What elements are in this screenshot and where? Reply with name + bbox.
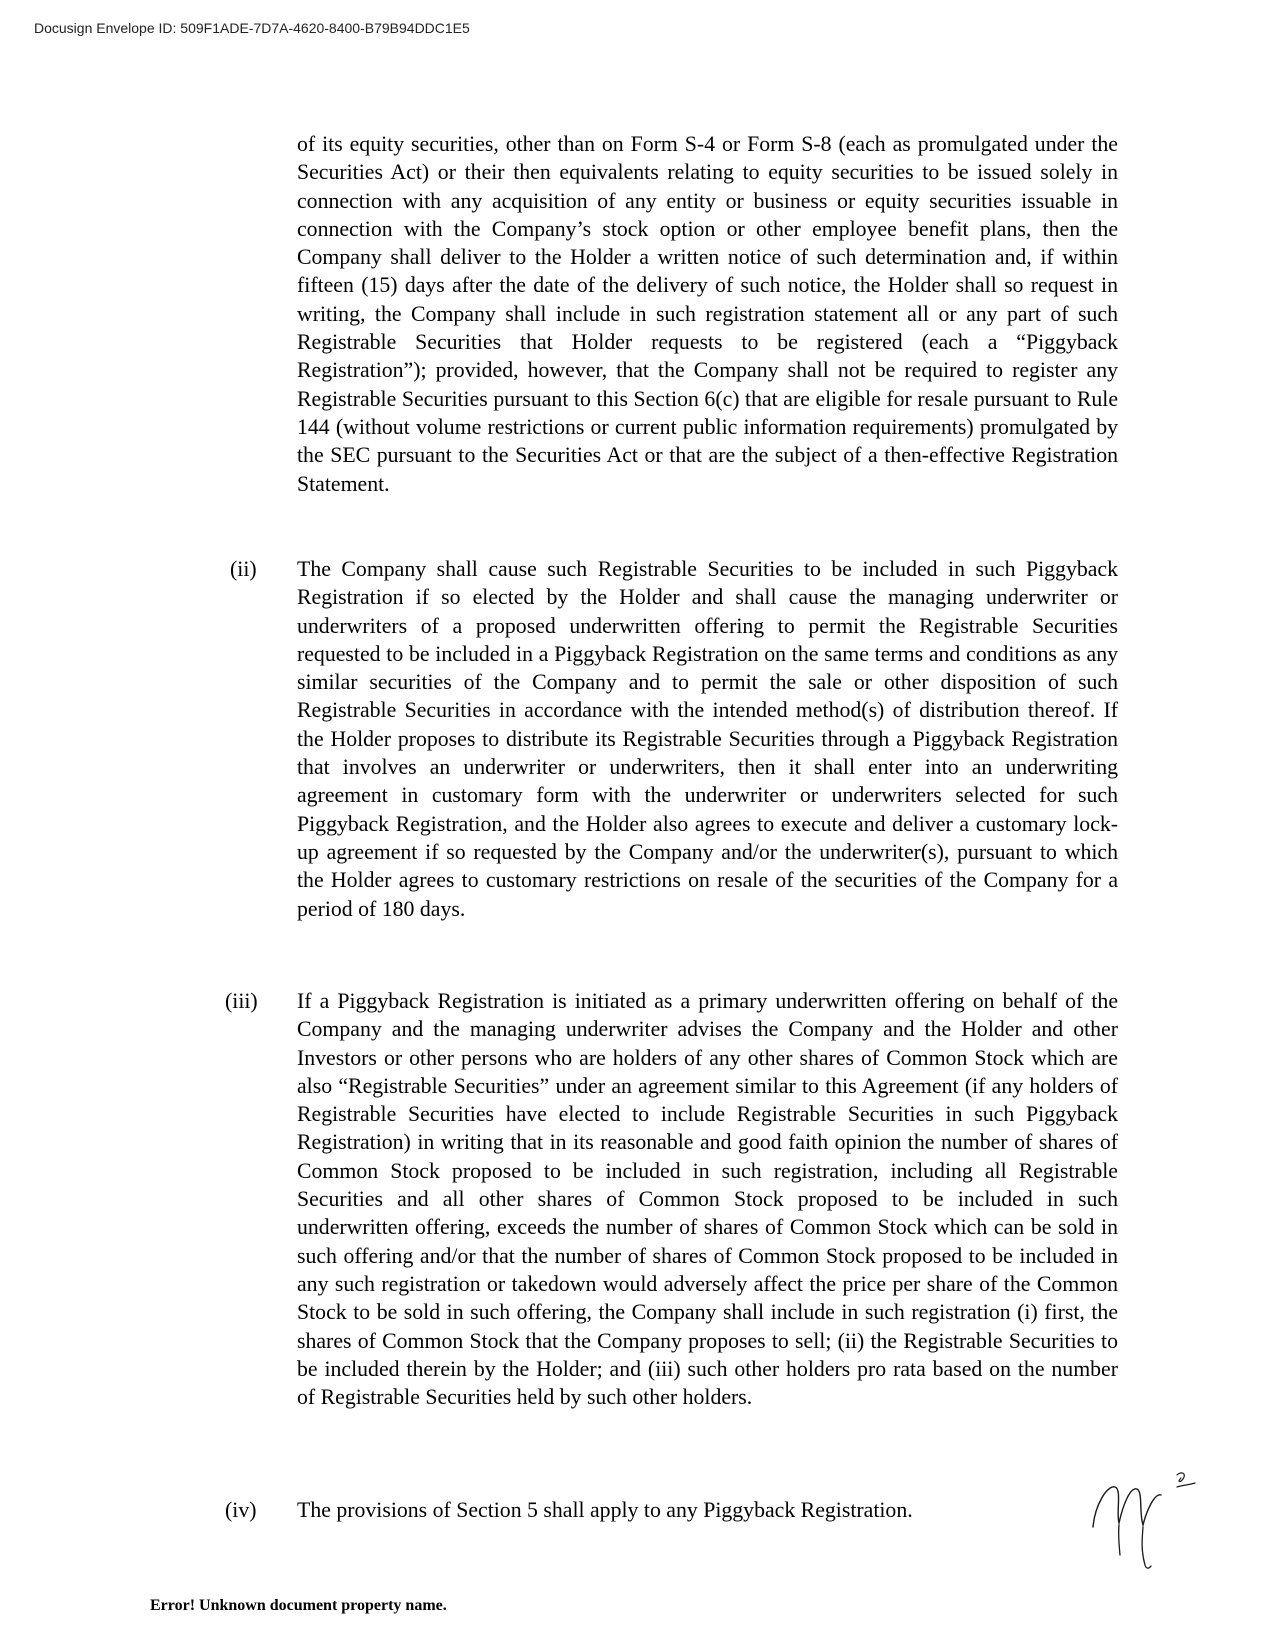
continued-paragraph: of its equity securities, other than on Form S-4 or Form S-8 (each as promulgated under the Securities Act) or their then equivalents relating to equity securities to be issued solely in connection with any acquisition of any entity or business or equity securities issuable in connection with the Company’s stock option or other employee benefit plans, then the Company shall deliver to the Holder a written notice of such determination and, if within fifteen (15) days after the date of the delivery of such notice, the Holder shall so request in writing, the Company shall include in such registration statement all or any part of such Registrable Securities that Holder requests to be registered (each a “Piggyback Registration”); provided, however, that the Company shall not be required to register any Registrable Securities pursuant to this Section 6(c) that are eligible for resale pursuant to Rule 144 (without volume restrictions or current public information requirements) promulgated by the SEC pursuant to the Securities Act or that are the subject of a then-effective Registration Statement. (297, 132, 1118, 496)
footer-document-property-error: Error! Unknown document property name. (150, 1597, 447, 1614)
docusign-envelope-id: Docusign Envelope ID: 509F1ADE-7D7A-4620-8400-B79B94DDC1E5 (34, 20, 470, 36)
clause-number-iv: (iv) (225, 1498, 257, 1522)
clause-text-iii: If a Piggyback Registration is initiated as a primary underwritten offering on behalf of the Company and the managing underwriter advises the Company and the Holder and other Investors or other persons who are holders of any other shares of Common Stock which are also “Registrable Securities” under an agreement similar to this Agreement (if any holders of Registrable Securities have elected to include Registrable Securities in such Piggyback Registration) in writing that in its reasonable and good faith opinion the number of shares of Common Stock proposed to be included in such registration, including all Registrable Securities and all other shares of Common Stock proposed to be included in such underwritten offering, exceeds the number of shares of Common Stock which can be sold in such offering and/or that the number of shares of Common Stock proposed to be included in any such registration or takedown would adversely affect the price per share of the Common Stock to be sold in such offering, the Company shall include in such registration (i) first, the shares of Common Stock that the Company proposes to sell; (ii) the Registrable Securities to be included therein by the Holder; and (iii) such other holders pro rata based on the number of Registrable Securities held by such other holders. (297, 989, 1118, 1410)
clause-number-iii: (iii) (225, 989, 258, 1013)
clause-number-ii: (ii) (230, 557, 257, 581)
handwritten-initials (1085, 1465, 1215, 1575)
initials-stroke-descender (1119, 1525, 1151, 1568)
clause-text-ii: The Company shall cause such Registrable Securities to be included in such Piggyback Registration if so elected by the Holder and shall cause the managing underwriter or underwriters of a proposed underwritten offering to permit the Registrable Securities requested to be included in a Piggyback Registration on the same terms and conditions as any similar securities of the Company and to permit the sale or other disposition of such Registrable Securities in accordance with the intended method(s) of distribution thereof. If the Holder proposes to distribute its Registrable Securities through a Piggyback Registration that involves an underwriter or underwriters, then it shall enter into an underwriting agreement in customary form with the underwriter or underwriters selected for such Piggyback Registration, and the Holder also agrees to execute and deliver a customary lock-up agreement if so requested by the Company and/or the underwriter(s), pursuant to which the Holder agrees to customary restrictions on resale of the securities of the Company for a period of 180 days. (297, 557, 1118, 921)
initials-stroke-superscript (1177, 1473, 1195, 1487)
clause-text-iv: The provisions of Section 5 shall apply to any Piggyback Registration. (297, 1498, 913, 1522)
initials-stroke-m (1093, 1487, 1161, 1527)
